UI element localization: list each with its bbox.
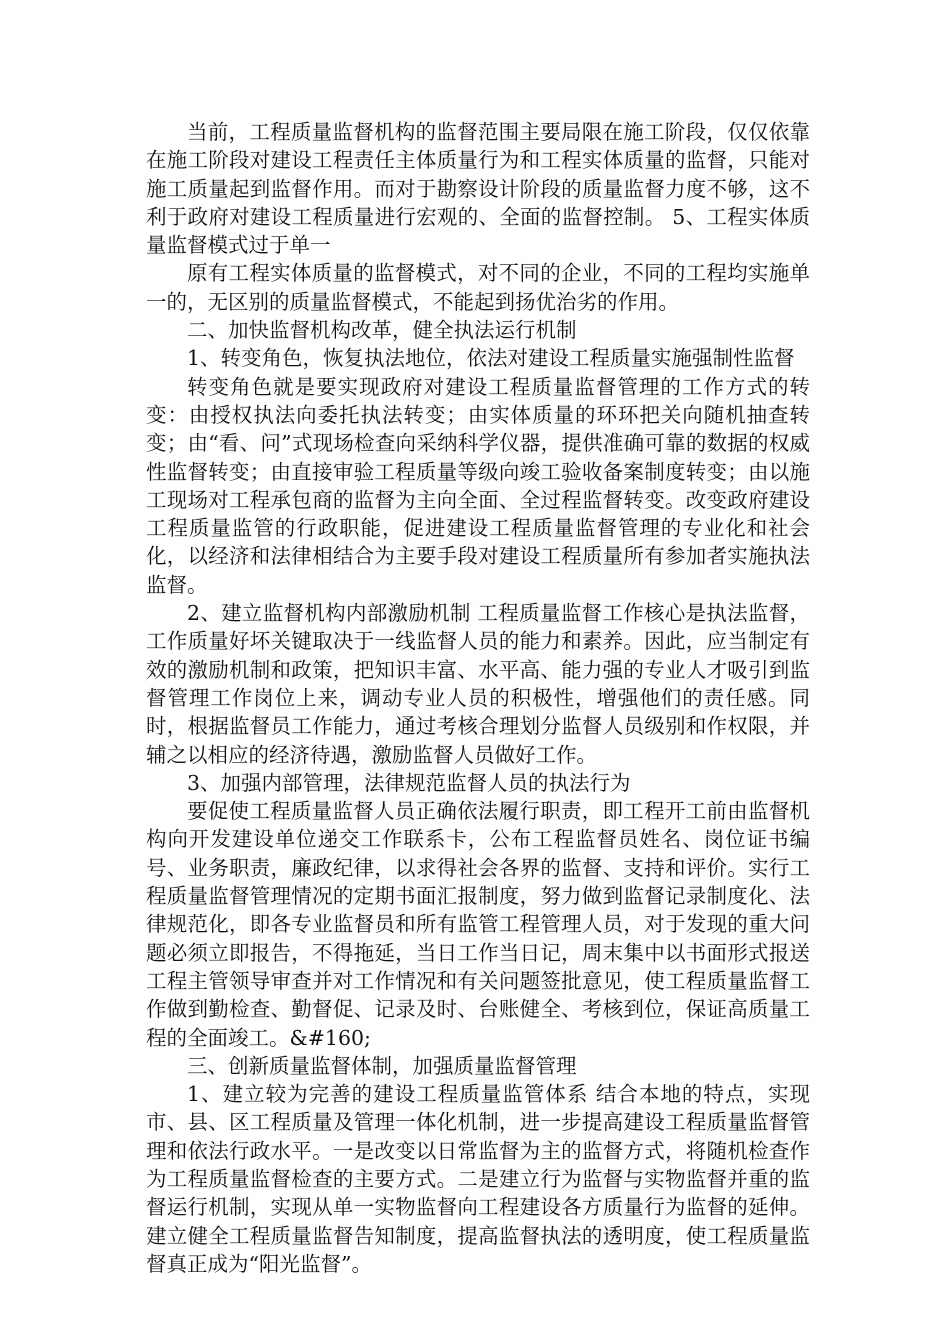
subheading-2-3: 3、加强内部管理，法律规范监督人员的执法行为 [187,770,631,795]
paragraph-quality-mode: 原有工程实体质量的监督模式，对不同的企业，不同的工程均实施单一的，无区别的质量监督模式，不能起到扬优治劣的作用。 [146,261,810,314]
section-heading-3: 三、创新质量监督体制，加强质量监督管理 [187,1053,577,1078]
subheading-2-1: 1、转变角色，恢复执法地位，依法对建设工程质量实施强制性监督 [187,346,795,371]
paragraph-internal-management: 要促使工程质量监督人员正确依法履行职责，即工程开工前由监督机构向开发建设单位递交工作联系卡，公布工程监督员姓名、岗位证书编号、业务职责，廉政纪律，以求得社会各界的监督、支持和评价。实行工程质量监督管理情况的定期书面汇报制度，努力做到监督记录制度化、法律规范化，即各专业监督员和所有监管工程管理人员，对于发现的重大问题必须立即报告，不得拖延，当日工作当日记，周末集中以书面形式报送工程主管领导审查并对工作情况和有关问题签批意见，使工程质量监督工作做到勤检查、勤督促、记录及时、台账健全、考核到位，保证高质量工程的全面竣工。&#160; [146,799,810,1050]
section-heading-2: 二、加快监督机构改革，健全执法运行机制 [187,318,577,343]
document-body [146,118,810,1278]
paragraph-role-change: 转变角色就是要实现政府对建设工程质量监督管理的工作方式的转变：由授权执法向委托执法转变；由实体质量的环环把关向随机抽查转变；由“看、问”式现场检查向采纳科学仪器，提供准确可靠的数据的权威性监督转变；由直接审验工程质量等级向竣工验收备案制度转变；由以施工现场对工程承包商的监督为主向全面、全过程监督转变。改变政府建设工程质量监管的行政职能，促进建设工程质量监督管理的专业化和社会化，以经济和法律相结合为主要手段对建设工程质量所有参加者实施执法监督。 [146,374,810,597]
paragraph-incentive-mechanism: 2、建立监督机构内部激励机制 工程质量监督工作核心是执法监督，工作质量好坏关键取决于一线监督人员的能力和素养。因此，应当制定有效的激励机制和政策，把知识丰富、水平高、能力强的专业人才吸引到监督管理工作岗位上来，调动专业人员的积极性，增强他们的责任感。同时，根据监督员工作能力，通过考核合理划分监督人员级别和作权限，并辅之以相应的经济待遇，激励监督人员做好工作。 [146,601,810,767]
paragraph-supervision-scope: 当前，工程质量监督机构的监督范围主要局限在施工阶段，仅仅依靠在施工阶段对建设工程责任主体质量行为和工程实体质量的监督，只能对施工质量起到监督作用。而对于勘察设计阶段的质量监督力度不够，这不利于政府对建设工程质量进行宏观的、全面的监督控制。 5、工程实体质量监督模式过于单一 [146,120,810,258]
paragraph-supervision-system: 1、建立较为完善的建设工程质量监管体系 结合本地的特点，实现市、县、区工程质量及管理一体化机制，进一步提高建设工程质量监督管理和依法行政水平。一是改变以日常监督为主的监督方式，将随机检查作为工程质量监督检查的主要方式。二是建立行为监督与实物监督并重的监督运行机制，实现从单一实物监督向工程建设各方质量行为监督的延伸。建立健全工程质量监督告知制度，提高监督执法的透明度，使工程质量监督真正成为“阳光监督”。 [146,1082,810,1276]
